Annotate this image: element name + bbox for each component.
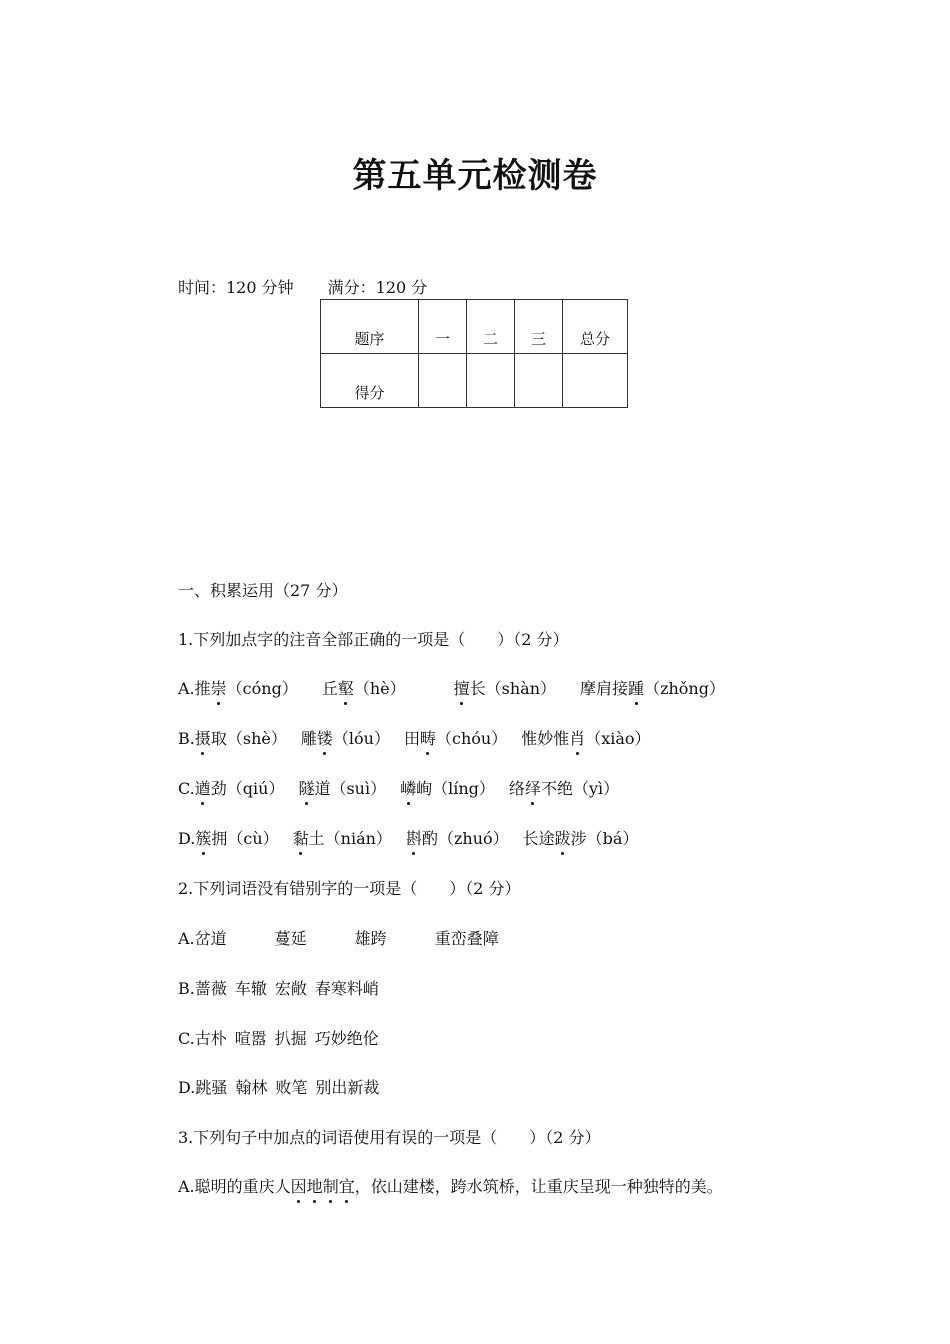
dotted-char: 簇 (195, 826, 211, 849)
page-title: 第五单元检测卷 (352, 156, 598, 196)
score-cell-3[interactable] (515, 354, 563, 408)
q2-option-a: A.岔道 蔓延 雄跨 重峦叠障 (178, 929, 499, 948)
dotted-char: 宜 (339, 1174, 355, 1197)
dotted-char: 崇 (211, 676, 227, 699)
header-cell-order: 题序 (321, 300, 419, 354)
dotted-char: 斟 (406, 826, 422, 849)
dotted-char: 遒 (195, 776, 211, 799)
dotted-char: 壑 (338, 676, 354, 699)
dotted-char: 制 (323, 1174, 339, 1197)
dotted-char: 跋 (555, 826, 571, 849)
dotted-char: 镂 (317, 726, 333, 749)
header-cell-1: 一 (419, 300, 467, 354)
score-table (320, 299, 628, 408)
dotted-char: 摄 (195, 726, 211, 749)
exam-meta (178, 275, 427, 298)
header-cell-total: 总分 (563, 300, 628, 354)
dotted-char: 绎 (525, 776, 541, 799)
time-limit: 时间：120 分钟 (178, 278, 294, 297)
score-row-label: 得分 (321, 354, 419, 408)
dotted-char: 肖 (569, 726, 585, 749)
header-cell-3: 三 (515, 300, 563, 354)
score-cell-1[interactable] (419, 354, 467, 408)
score-cell-total[interactable] (563, 354, 628, 408)
q2-stem: 2.下列词语没有错别字的一项是（ ）（2 分） (178, 879, 521, 898)
q1-option-d: D.簇拥（cù） 黏土（nián） 斟酌（zhuó） 长途跋涉（bá） (178, 826, 638, 849)
dotted-char: 畴 (420, 726, 436, 749)
full-score: 满分：120 分 (327, 278, 428, 297)
score-table-score-row (321, 354, 628, 408)
dotted-char: 嶙 (400, 776, 416, 799)
score-table-header-row (321, 300, 628, 354)
score-cell-2[interactable] (467, 354, 515, 408)
dotted-char: 因 (291, 1174, 307, 1197)
q3-option-a: A.聪明的重庆人因地制宜，依山建楼，跨水筑桥，让重庆呈现一种独特的美。 (178, 1174, 723, 1197)
q2-option-d: D.跳骚 翰林 败笔 别出新裁 (178, 1078, 380, 1097)
dotted-char: 地 (307, 1174, 323, 1197)
dotted-char: 踵 (628, 676, 644, 699)
q2-option-b: B.蔷薇 车辙 宏敞 春寒料峭 (178, 979, 379, 998)
section-heading: 一、积累运用（27 分） (178, 581, 348, 600)
header-cell-2: 二 (467, 300, 515, 354)
q1-option-a: A.推崇（cóng） 丘壑（hè） 擅长（shàn） 摩肩接踵（zhǒng） (178, 676, 725, 699)
q1-stem: 1.下列加点字的注音全部正确的一项是（ ）（2 分） (178, 630, 569, 649)
dotted-char: 隧 (298, 776, 314, 799)
q3-stem: 3.下列句子中加点的词语使用有误的一项是（ ）（2 分） (178, 1128, 601, 1147)
q2-option-c: C.古朴 喧嚣 扒掘 巧妙绝伦 (178, 1029, 379, 1048)
dotted-char: 擅 (454, 676, 470, 699)
dotted-char: 黏 (293, 826, 309, 849)
q1-option-b: B.摄取（shè） 雕镂（lóu） 田畴（chóu） 惟妙惟肖（xiào） (178, 726, 651, 749)
q1-option-c: C.遒劲（qiú） 隧道（suì） 嶙峋（líng） 络绎不绝（yì） (178, 776, 619, 799)
